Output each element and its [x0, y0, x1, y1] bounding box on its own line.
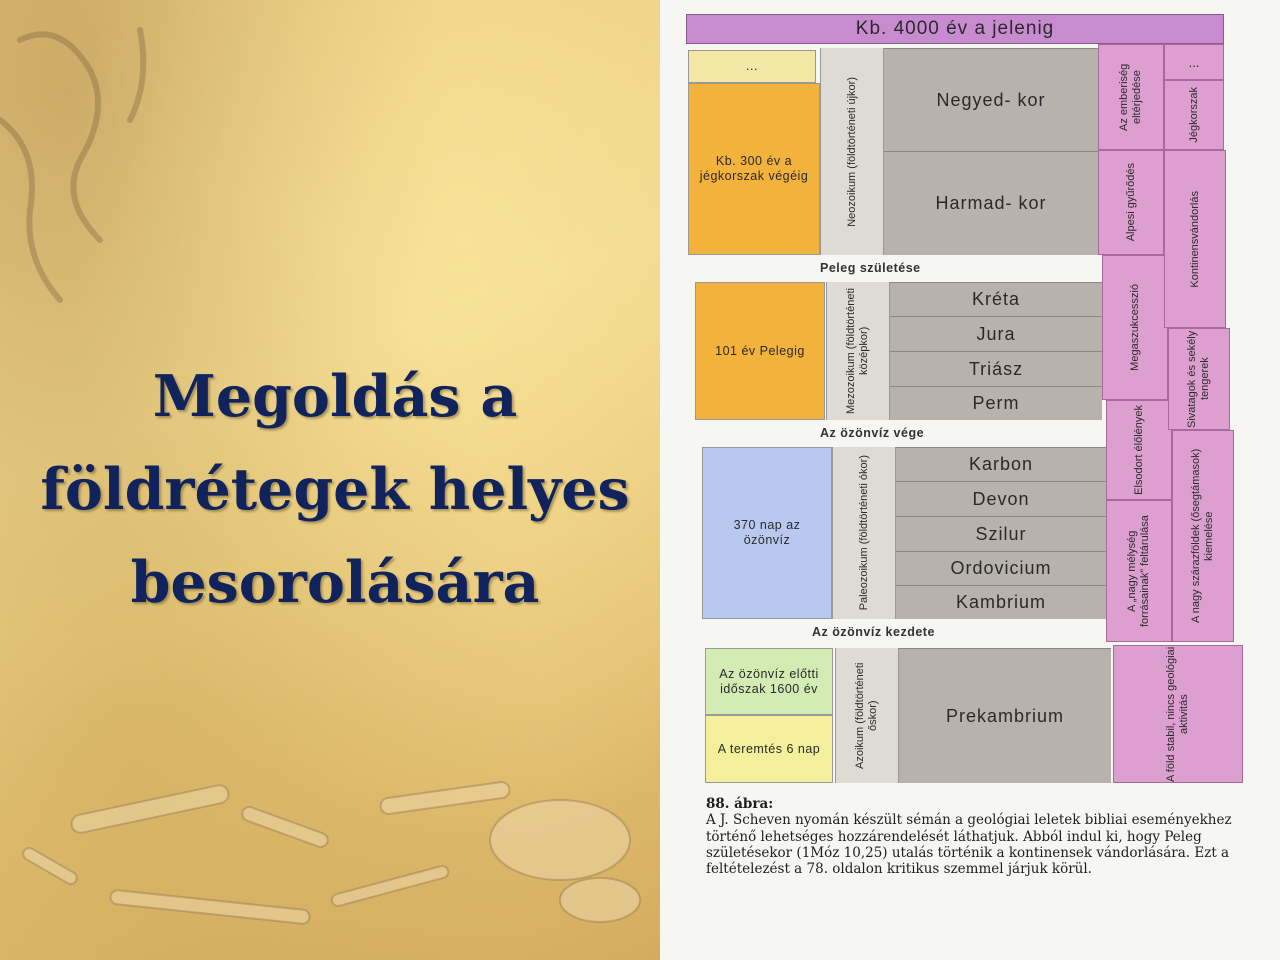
diagram-header-text: Kb. 4000 év a jelenig — [855, 18, 1055, 39]
event1-spread — [1098, 44, 1164, 150]
title-line-2: földrétegek helyes — [40, 456, 630, 523]
time-box-before-flood-text: Az özönvíz előtti időszak 1600 év — [719, 666, 819, 696]
period-perm-text: Perm — [972, 393, 1020, 413]
event2-continental-drift-text: Kontinensvándorlás — [1188, 190, 1201, 288]
time-box-flood-text: 370 nap az özönvíz — [733, 518, 801, 547]
period-karbon-text: Karbon — [968, 454, 1034, 474]
period-harmadkor-text: Harmad- kor — [935, 193, 1047, 213]
era-neozoic-text: Neozoikum (földtörténeti újkor) — [845, 76, 858, 227]
caption-text: A J. Scheven nyomán készült sémán a geológiai leletek bibliai eseményekhez történő lehetséges hozzárendelését láthatjuk. Abból indul ki, hogy Peleg születésekor (1Móz 10,25) utalás történik a kontinensek vándorlására. Ezt a feltételezést a 78. oldalon kritikus szemmel járjuk körül. — [706, 812, 1232, 878]
slide-title — [20, 350, 650, 629]
event1-alpine-text: Alpesi gyűrődés — [1124, 163, 1137, 242]
period-kambrium — [896, 585, 1106, 619]
period-ordovicium — [896, 551, 1106, 585]
event1-swept-organisms-text: Elsodort élőlények — [1132, 405, 1145, 495]
event1-deep-sources-text: A „nagy mélység forrásainak” feltárulása — [1126, 515, 1151, 627]
caption-title: 88. ábra: — [706, 796, 774, 812]
era-azoic-text: Azoikum (földtörténeti őskor) — [854, 662, 879, 769]
period-kambrium-text: Kambrium — [955, 592, 1047, 612]
event2-deserts-text: Sivatagok és sekély tengerek — [1186, 330, 1211, 428]
event2-stable-earth-text: A föld stabil, nincs geológiai aktivitás — [1165, 646, 1190, 782]
period-prekambrium-text: Prekambrium — [945, 705, 1065, 726]
title-line-1: Megoldás a — [152, 363, 518, 430]
event1-swept-organisms — [1106, 400, 1172, 500]
period-triasz-text: Triász — [968, 358, 1024, 379]
event1-megasuccession-text: Megaszukcesszió — [1128, 284, 1141, 371]
time-box-peleg — [695, 282, 825, 420]
event2-landmasses-text: A nagy szárazföldek (ősegtámasok) kiemelése — [1190, 448, 1215, 624]
time-box-ice-age-text: Kb. 300 év a jégkorszak végéig — [699, 154, 809, 183]
period-devon-text: Devon — [972, 488, 1030, 509]
separator-peleg-birth: Peleg születése — [820, 261, 921, 275]
period-negyedkor — [884, 48, 1098, 151]
period-perm — [890, 386, 1102, 420]
era-neozoic — [820, 48, 884, 255]
separator-flood-end: Az özönvíz vége — [820, 426, 925, 440]
period-kreta — [890, 282, 1102, 316]
event2-landmasses — [1172, 430, 1234, 642]
era-azoic — [835, 648, 899, 783]
period-kreta-text: Kréta — [971, 289, 1021, 309]
period-negyedkor-text: Negyed- kor — [936, 89, 1046, 110]
time-box-ice-age — [688, 83, 820, 255]
period-triasz — [890, 351, 1102, 386]
event2-ellipsis — [1164, 44, 1224, 80]
separator-flood-start: Az özönvíz kezdete — [812, 625, 935, 639]
event2-stable-earth — [1113, 645, 1243, 783]
era-mesozoic-text: Mezozoikum (földtörténeti középkor) — [845, 288, 870, 414]
period-ordovicium-text: Ordovicium — [950, 558, 1052, 578]
era-paleozoic — [832, 447, 896, 619]
time-box-creation — [705, 715, 833, 783]
event1-spread-text: Az emberiség eltérjedése — [1118, 63, 1143, 131]
period-harmadkor — [884, 151, 1098, 255]
era-mesozoic — [826, 282, 890, 420]
period-jura — [890, 316, 1102, 351]
event2-ice-age — [1164, 80, 1224, 150]
time-box-flood — [702, 447, 832, 619]
era-paleozoic-text: Paleozoikum (földtörténeti ókor) — [857, 455, 870, 611]
event2-deserts — [1168, 328, 1230, 430]
period-szilur-text: Szilur — [975, 523, 1027, 544]
event1-deep-sources — [1106, 500, 1172, 642]
time-box-creation-text: A teremtés 6 nap — [717, 741, 821, 756]
title-line-3: besorolására — [130, 549, 540, 616]
event1-megasuccession — [1102, 255, 1168, 400]
event2-ice-age-text: Jégkorszak — [1187, 87, 1200, 143]
time-box-peleg-text: 101 év Pelegig — [715, 343, 805, 358]
time-box-ellipsis-text: ... — [746, 59, 758, 73]
time-box-ellipsis — [688, 50, 816, 83]
diagram-header — [686, 14, 1224, 44]
figure-caption — [706, 796, 1246, 877]
period-karbon — [896, 447, 1106, 481]
event2-ellipsis-text: ... — [1188, 54, 1200, 70]
time-box-before-flood — [705, 648, 833, 715]
period-prekambrium — [899, 648, 1111, 783]
event2-continental-drift — [1164, 150, 1226, 328]
event1-alpine — [1098, 150, 1164, 255]
period-jura-text: Jura — [976, 323, 1016, 344]
period-szilur — [896, 516, 1106, 551]
period-devon — [896, 481, 1106, 516]
